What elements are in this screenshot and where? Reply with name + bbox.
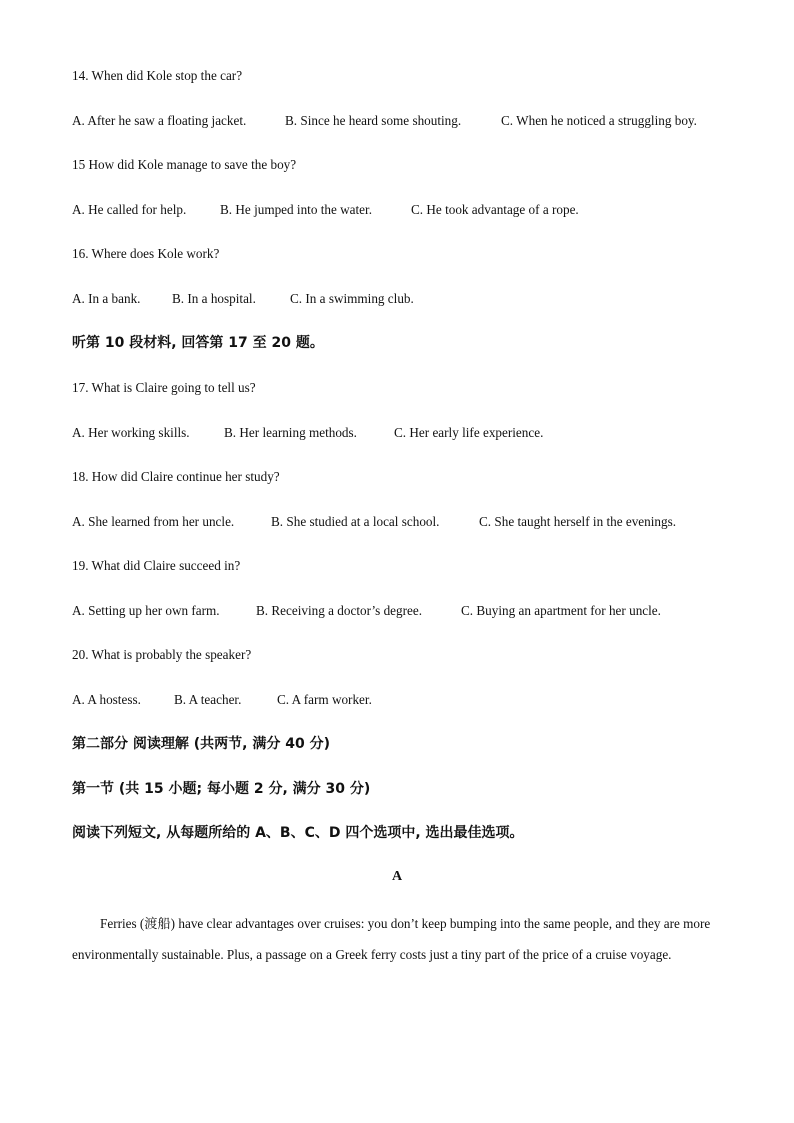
option-a: A. He called for help. [72, 202, 187, 217]
question-19: 19. What did Claire succeed in? [72, 558, 241, 573]
section-10-heading: 听第 10 段材料, 回答第 17 至 20 题。 [72, 335, 324, 351]
option-c: C. When he noticed a struggling boy. [501, 113, 697, 128]
options-17 [72, 424, 543, 442]
question-14: 14. When did Kole stop the car? [72, 68, 243, 83]
instruction-text: 阅读下列短文, 从每题所给的 A、B、C、D 四个选项中, 选出最佳选项。 [72, 825, 524, 841]
option-b: B. In a hospital. [172, 291, 256, 306]
question-15: 15 How did Kole manage to save the boy? [72, 157, 297, 172]
question-18: 18. How did Claire continue her study? [72, 469, 280, 484]
option-c: C. Buying an apartment for her uncle. [461, 603, 661, 618]
option-a: A. After he saw a floating jacket. [72, 113, 247, 128]
passage-letter: A [391, 869, 403, 884]
option-a: A. Setting up her own farm. [72, 603, 220, 618]
option-c: C. Her early life experience. [394, 425, 544, 440]
section-1-heading: 第一节 (共 15 小题; 每小题 2 分, 满分 30 分) [72, 781, 371, 797]
option-a: A. A hostess. [72, 692, 141, 707]
options-19 [72, 602, 661, 620]
option-b: B. Since he heard some shouting. [285, 113, 462, 128]
options-16 [72, 290, 414, 308]
option-b: B. Receiving a doctor’s degree. [256, 603, 423, 618]
options-15 [72, 201, 579, 219]
options-18 [72, 513, 676, 531]
options-14 [72, 112, 697, 130]
option-a: A. Her working skills. [72, 425, 190, 440]
option-b: B. Her learning methods. [224, 425, 357, 440]
option-b: B. A teacher. [174, 692, 242, 707]
option-b: B. She studied at a local school. [271, 514, 440, 529]
options-20 [72, 691, 372, 709]
option-a: A. She learned from her uncle. [72, 514, 235, 529]
question-17: 17. What is Claire going to tell us? [72, 380, 256, 395]
question-20: 20. What is probably the speaker? [72, 647, 252, 662]
option-c: C. She taught herself in the evenings. [479, 514, 677, 529]
passage-paragraph: Ferries (渡船) have clear advantages over cruises: you don’t keep bumping into the same people, and they are more environmentally sustainable. Plus, a passage on a Greek ferry costs just a tiny part of the price of a cruise voyage. [72, 916, 711, 962]
option-c: C. A farm worker. [277, 692, 372, 707]
option-b: B. He jumped into the water. [220, 202, 372, 217]
option-a: A. In a bank. [72, 291, 141, 306]
option-c: C. In a swimming club. [290, 291, 414, 306]
question-16: 16. Where does Kole work? [72, 246, 220, 261]
part-2-heading: 第二部分 阅读理解 (共两节, 满分 40 分) [72, 736, 330, 752]
option-c: C. He took advantage of a rope. [411, 202, 579, 217]
